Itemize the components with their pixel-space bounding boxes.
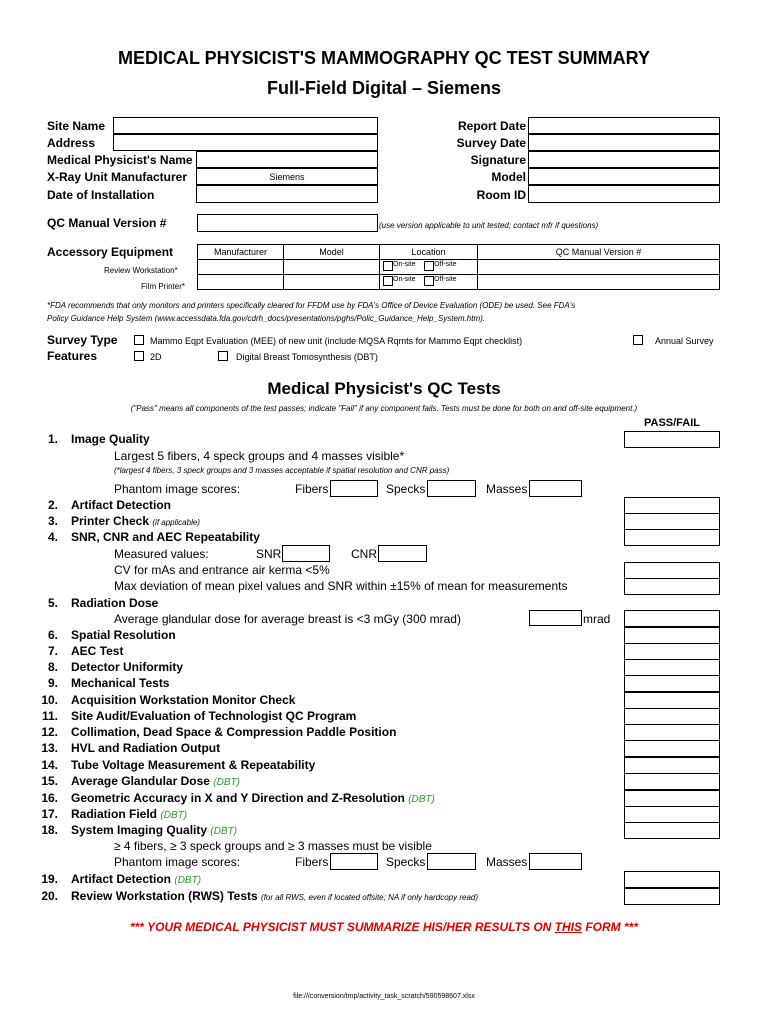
pass-fail-header: PASS/FAIL xyxy=(643,417,701,429)
measured-values-label: Measured values: xyxy=(114,547,209,561)
test-label-radiation-field: Radiation Field (DBT) xyxy=(71,807,188,821)
accessory-table xyxy=(197,244,720,290)
test-label-artifact-dbt: Artifact Detection (DBT) xyxy=(71,872,202,886)
acc-printer-model[interactable] xyxy=(284,275,380,290)
dose-input[interactable] xyxy=(529,610,582,626)
max-dev-line: Max deviation of mean pixel values and SNR within ±15% of mean for measurements xyxy=(114,579,568,593)
specks-label-1: Specks xyxy=(386,482,426,496)
test-num: 3. xyxy=(47,514,58,528)
pass-fail-3[interactable] xyxy=(624,513,720,530)
test-num: 13. xyxy=(41,741,58,755)
iq-line1: Largest 5 fibers, 4 speck groups and 4 masses visible* xyxy=(114,449,405,463)
mrad-label: mrad xyxy=(583,612,611,626)
test-num: 19. xyxy=(41,872,58,886)
test-num: 10. xyxy=(41,693,58,707)
masses-input-1[interactable] xyxy=(529,480,582,497)
site-name-label: Site Name xyxy=(47,119,106,133)
summary-warning: *** YOUR MEDICAL PHYSICIST MUST SUMMARIZE HIS/HER RESULTS ON THIS FORM *** xyxy=(129,920,639,934)
test-label-rws: Review Workstation (RWS) Tests (for all RWS, even if located offsite; NA if only hardcopy read) xyxy=(71,889,479,903)
pass-fail-14[interactable] xyxy=(624,757,720,774)
acc-rws-location[interactable]: $^{On-site}$ $^{Off-site}$ xyxy=(380,260,478,275)
test-label-hvl: HVL and Radiation Output xyxy=(71,741,221,755)
cnr-label: CNR xyxy=(351,547,377,561)
test-num: 1. xyxy=(47,432,58,446)
test-num: 7. xyxy=(47,644,58,658)
test-num: 4. xyxy=(47,530,58,544)
rws-offsite-checkbox[interactable] xyxy=(424,261,434,271)
cv-line: CV for mAs and entrance air kerma <5% xyxy=(114,563,330,577)
report-date-field[interactable] xyxy=(528,117,720,134)
test-label-dose: Radiation Dose xyxy=(71,596,159,610)
pass-fail-19[interactable] xyxy=(624,871,720,888)
cnr-input[interactable] xyxy=(378,545,427,562)
annual-survey-label: Annual Survey xyxy=(655,336,714,346)
test-num: 17. xyxy=(41,807,58,821)
test-label-printer: Printer Check (if applicable) xyxy=(71,514,200,528)
test-num: 18. xyxy=(41,823,58,837)
test-label-aec: AEC Test xyxy=(71,644,124,658)
pass-fail-18[interactable] xyxy=(624,822,720,839)
acc-printer-manufacturer[interactable] xyxy=(198,275,284,290)
pass-fail-2[interactable] xyxy=(624,497,720,514)
fibers-input-2[interactable] xyxy=(330,853,378,870)
fibers-input-1[interactable] xyxy=(330,480,378,497)
agd-line: Average glandular dose for average breast is <3 mGy (300 mrad) xyxy=(114,612,461,626)
qc-manual-field[interactable] xyxy=(197,214,378,232)
acc-col-manufacturer: Manufacturer xyxy=(198,245,284,260)
signature-label: Signature xyxy=(470,153,526,167)
printer-onsite-checkbox[interactable] xyxy=(383,276,393,286)
survey-type-label: Survey Type xyxy=(47,333,118,347)
test-label-geometric: Geometric Accuracy in X and Y Direction and Z-Resolution (DBT) xyxy=(71,791,435,805)
masses-label-2: Masses xyxy=(486,855,528,869)
specks-input-1[interactable] xyxy=(427,480,476,497)
pass-fail-15[interactable] xyxy=(624,773,720,790)
address-label: Address xyxy=(47,136,96,150)
annual-survey-checkbox[interactable] xyxy=(633,335,643,345)
feature-dbt-label: Digital Breast Tomosynthesis (DBT) xyxy=(236,352,378,362)
pass-fail-8[interactable] xyxy=(624,659,720,676)
manufacturer-field[interactable]: Siemens xyxy=(196,168,378,185)
test-num: 8. xyxy=(47,660,58,674)
acc-col-location: Location xyxy=(380,245,478,260)
test-label-uniformity: Detector Uniformity xyxy=(71,660,184,674)
pass-fail-4b[interactable] xyxy=(624,562,720,579)
test-num: 20. xyxy=(41,889,58,903)
feature-2d-label: 2D xyxy=(150,352,162,362)
film-printer-label: Film Printer* xyxy=(141,282,186,291)
accessory-label: Accessory Equipment xyxy=(47,245,174,259)
room-id-label: Room ID xyxy=(476,188,526,202)
pass-fail-1[interactable] xyxy=(624,431,720,448)
file-path: file:///conversion/tmp/activity_task_scratch/590598607.xlsx xyxy=(293,993,475,1000)
pass-fail-12[interactable] xyxy=(624,724,720,741)
test-label-monitor: Acquisition Workstation Monitor Check xyxy=(71,693,296,707)
test-num: 9. xyxy=(47,676,58,690)
pass-fail-13[interactable] xyxy=(624,740,720,757)
page-title: MEDICAL PHYSICIST'S MAMMOGRAPHY QC TEST SUMMARY xyxy=(118,48,650,68)
pass-fail-11[interactable] xyxy=(624,708,720,725)
survey-date-label: Survey Date xyxy=(456,136,526,150)
test-num: 11. xyxy=(41,709,58,723)
tests-note: ("Pass" means all components of the test passes; indicate "Fail" if any component fails. Tests must be done for both on and off-site equipment.) xyxy=(130,404,638,413)
acc-col-qc-version: QC Manual Version # xyxy=(478,245,720,260)
test-num: 5. xyxy=(47,596,58,610)
tests-heading: Medical Physicist's QC Tests xyxy=(267,379,501,398)
manufacturer-label: X-Ray Unit Manufacturer xyxy=(47,170,188,184)
features-label: Features xyxy=(47,349,98,363)
specks-input-2[interactable] xyxy=(427,853,476,870)
qc-manual-label: QC Manual Version # xyxy=(47,216,167,230)
acc-printer-qc-version[interactable] xyxy=(478,275,720,290)
test-label-snr: SNR, CNR and AEC Repeatability xyxy=(71,530,260,544)
model-label: Model xyxy=(491,170,526,184)
test-num: 14. xyxy=(41,758,58,772)
test-label-system-iq: System Imaging Quality (DBT) xyxy=(71,823,238,837)
pass-fail-20[interactable] xyxy=(624,888,720,905)
dbt-line: ≥ 4 fibers, ≥ 3 speck groups and ≥ 3 masses must be visible xyxy=(114,839,432,853)
review-workstation-label: Review Workstation* xyxy=(104,266,178,275)
acc-rws-model[interactable] xyxy=(284,260,380,275)
test-label-artifact: Artifact Detection xyxy=(71,498,172,512)
mee-option-label: Mammo Eqpt Evaluation (MEE) of new unit (include MQSA Rqmts for Mammo Eqpt checklist) xyxy=(150,336,523,346)
test-num: 2. xyxy=(47,498,58,512)
test-label-mechanical: Mechanical Tests xyxy=(71,676,170,690)
snr-label: SNR xyxy=(256,547,282,561)
signature-field[interactable] xyxy=(528,151,720,168)
install-date-field[interactable] xyxy=(196,185,378,203)
pass-fail-4[interactable] xyxy=(624,529,720,546)
address-field[interactable] xyxy=(113,134,378,151)
test-label-site-audit: Site Audit/Evaluation of Technologist QC Program xyxy=(71,709,357,723)
test-label-spatial: Spatial Resolution xyxy=(71,628,176,642)
printer-offsite-checkbox[interactable] xyxy=(424,276,434,286)
acc-rws-manufacturer[interactable] xyxy=(198,260,284,275)
masses-label-1: Masses xyxy=(486,482,528,496)
pass-fail-10[interactable] xyxy=(624,692,720,709)
pass-fail-17[interactable] xyxy=(624,806,720,823)
fda-note-line1: *FDA recommends that only monitors and printers specifically cleared for FFDM use by FDA's Office of Device Evaluation (ODE) be used. See FDA's xyxy=(47,301,576,310)
acc-col-model: Model xyxy=(284,245,380,260)
pass-fail-7[interactable] xyxy=(624,643,720,660)
test-label-tube-voltage: Tube Voltage Measurement & Repeatability xyxy=(71,758,316,772)
masses-input-2[interactable] xyxy=(529,853,582,870)
pass-fail-4c[interactable] xyxy=(624,578,720,595)
pass-fail-9[interactable] xyxy=(624,675,720,692)
acc-rws-qc-version[interactable] xyxy=(478,260,720,275)
mee-checkbox[interactable] xyxy=(134,335,144,345)
acc-printer-location[interactable]: $^{On-site}$ $^{Off-site}$ xyxy=(380,275,478,290)
test-num: 6. xyxy=(47,628,58,642)
pass-fail-6[interactable] xyxy=(624,627,720,644)
room-id-field[interactable] xyxy=(528,185,720,203)
fibers-label-1: Fibers xyxy=(295,482,329,496)
fibers-label-2: Fibers xyxy=(295,855,329,869)
phantom-label-1: Phantom image scores: xyxy=(114,482,241,496)
site-name-field[interactable] xyxy=(113,117,378,134)
install-date-label: Date of Installation xyxy=(47,188,155,202)
physicist-name-label: Medical Physicist's Name xyxy=(47,153,193,167)
pass-fail-5[interactable] xyxy=(624,610,720,627)
model-field[interactable] xyxy=(528,168,720,185)
test-label-agd: Average Glandular Dose (DBT) xyxy=(71,774,240,788)
report-date-label: Report Date xyxy=(457,119,526,133)
fda-note-line2: Policy Guidance Help System (www.accessdata.fda.gov/cdrh_docs/presentations/pghs/Polic_Guidance_Help_System.htm). xyxy=(47,314,485,323)
test-label-image-quality: Image Quality xyxy=(71,432,150,446)
survey-date-field[interactable] xyxy=(528,134,720,151)
test-label-collimation: Collimation, Dead Space & Compression Paddle Position xyxy=(71,725,397,739)
test-num: 16. xyxy=(41,791,58,805)
physicist-name-field[interactable] xyxy=(196,151,378,168)
test-num: 15. xyxy=(41,774,58,788)
snr-input[interactable] xyxy=(282,545,330,562)
pass-fail-16[interactable] xyxy=(624,790,720,807)
feature-2d-checkbox[interactable] xyxy=(134,351,144,361)
phantom-label-2: Phantom image scores: xyxy=(114,855,241,869)
iq-line2: (*largest 4 fibers, 3 speck groups and 3 masses acceptable if spatial resolution and CNR pass) xyxy=(114,466,450,475)
page-subtitle: Full-Field Digital – Siemens xyxy=(266,78,502,98)
specks-label-2: Specks xyxy=(386,855,426,869)
rws-onsite-checkbox[interactable] xyxy=(383,261,393,271)
qc-manual-note: (use version applicable to unit tested; contact mfr if questions) xyxy=(379,221,599,230)
test-num: 12. xyxy=(41,725,58,739)
feature-dbt-checkbox[interactable] xyxy=(218,351,228,361)
